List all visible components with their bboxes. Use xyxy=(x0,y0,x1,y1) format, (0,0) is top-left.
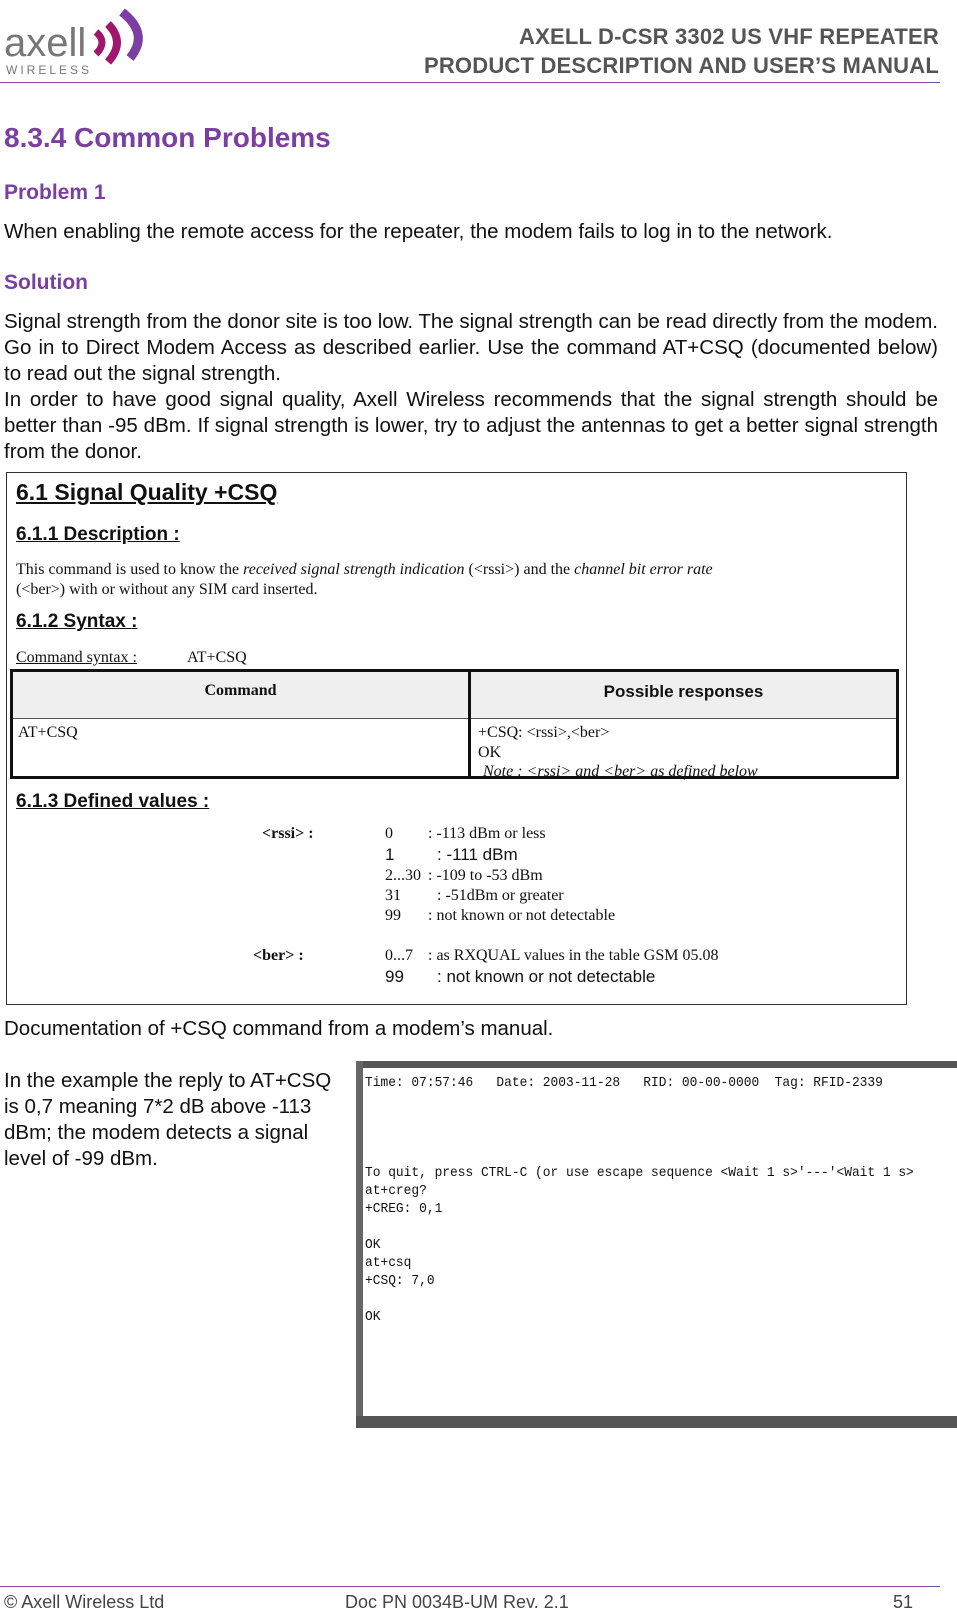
terminal-bottom-border xyxy=(356,1416,957,1428)
doc-command-table xyxy=(10,669,899,779)
doc-rssi-desc: : -51dBm or greater xyxy=(437,887,564,904)
terminal-line: OK xyxy=(365,1237,381,1253)
doc-syntax-label: Command syntax : xyxy=(16,649,137,666)
footer-doc-number: Doc PN 0034B-UM Rev. 2.1 xyxy=(345,1592,569,1612)
doc-ber-desc: : not known or not detectable xyxy=(437,967,656,986)
doc-ber-label: <ber> : xyxy=(253,947,304,964)
doc-table-response-1: +CSQ: <rssi>,<ber> xyxy=(478,724,610,741)
terminal-line: at+creg? xyxy=(365,1183,427,1199)
terminal-screenshot xyxy=(356,1061,957,1428)
doc-rssi-desc: : not known or not detectable xyxy=(428,907,616,924)
axell-wireless-logo xyxy=(4,2,154,78)
figure-caption: Documentation of +CSQ command from a modem’s manual. xyxy=(4,1017,554,1040)
doc-rssi-code: 99 xyxy=(385,907,401,924)
doc-rssi-label: <rssi> : xyxy=(262,825,314,842)
problem-text: When enabling the remote access for the repeater, the modem fails to log in to the network. xyxy=(4,220,833,243)
example-text: In the example the reply to AT+CSQ is 0,7 meaning 7*2 dB above -113 dBm; the modem detects a signal level of -99 dBm. xyxy=(4,1069,332,1170)
doc-table-header-responses: Possible responses xyxy=(603,682,764,701)
header-title-line2: PRODUCT DESCRIPTION AND USER’S MANUAL xyxy=(423,53,939,78)
terminal-line: +CREG: 0,1 xyxy=(365,1201,443,1217)
doc-ber-code: 0...7 xyxy=(385,947,413,964)
terminal-line: OK xyxy=(365,1309,381,1325)
terminal-left-border xyxy=(356,1061,363,1428)
doc-ber-code: 99 xyxy=(385,967,404,986)
doc-rssi-desc: : -111 dBm xyxy=(437,845,518,864)
doc-table-response-2: OK xyxy=(478,744,502,761)
section-title: 8.3.4 Common Problems xyxy=(4,122,331,153)
doc-description-line2: (<ber>) with or without any SIM card inserted. xyxy=(16,581,318,598)
csq-documentation-figure xyxy=(6,472,907,1005)
terminal-line: +CSQ: 7,0 xyxy=(365,1273,435,1289)
solution-heading: Solution xyxy=(4,271,88,294)
doc-rssi-desc: : -109 to -53 dBm xyxy=(428,867,543,884)
terminal-status-line: Time: 07:57:46 Date: 2003-11-28 RID: 00-00-0000 Tag: RFID-2339 xyxy=(365,1075,883,1091)
solution-paragraph-2: In order to have good signal quality, Axell Wireless recommends that the signal strength should be better than -95 dBm. If signal strength is lower, try to adjust the antennas to get a better signal strength from the donor. xyxy=(4,388,938,463)
footer-page-number: 51 xyxy=(893,1592,914,1612)
doc-rssi-code: 0 xyxy=(385,825,393,842)
svg-text:axell: axell xyxy=(4,21,87,65)
svg-text:WIRELESS: WIRELESS xyxy=(6,63,93,77)
header-divider xyxy=(0,82,940,83)
doc-table-note: Note : <rssi> and <ber> as defined below xyxy=(483,763,758,780)
problem-heading: Problem 1 xyxy=(4,181,106,204)
header-title-line1: AXELL D-CSR 3302 US VHF REPEATER xyxy=(518,24,939,49)
doc-description-line1: This command is used to know the received signal strength indication (<rssi>) and the channel bit error rate xyxy=(16,561,713,578)
doc-heading-6-1-2: 6.1.2 Syntax : xyxy=(16,611,138,632)
doc-rssi-desc: : -113 dBm or less xyxy=(428,825,546,842)
footer-copyright: © Axell Wireless Ltd xyxy=(4,1592,165,1612)
doc-heading-6-1-1: 6.1.1 Description : xyxy=(16,524,180,545)
terminal-quit-line: To quit, press CTRL-C (or use escape sequence <Wait 1 s>'---'<Wait 1 s> xyxy=(365,1165,914,1181)
doc-heading-6-1-3: 6.1.3 Defined values : xyxy=(16,791,210,812)
doc-rssi-code: 31 xyxy=(385,887,401,904)
terminal-line: at+csq xyxy=(365,1255,412,1271)
doc-heading-6-1: 6.1 Signal Quality +CSQ xyxy=(16,479,278,505)
solution-paragraph-1: Signal strength from the donor site is too low. The signal strength can be read directly from the modem. Go in to Direct Modem Access as described earlier. Use the command AT+CSQ (documented below) to read out the signal strength. xyxy=(4,310,938,385)
doc-table-command-cell: AT+CSQ xyxy=(18,724,78,741)
doc-rssi-code: 2...30 xyxy=(385,867,421,884)
doc-syntax-value: AT+CSQ xyxy=(187,649,247,666)
doc-rssi-code: 1 xyxy=(385,845,395,864)
terminal-top-border xyxy=(356,1061,957,1068)
doc-ber-desc: : as RXQUAL values in the table GSM 05.08 xyxy=(428,947,719,964)
doc-table-header-command: Command xyxy=(204,682,277,699)
footer-divider xyxy=(0,1586,940,1587)
